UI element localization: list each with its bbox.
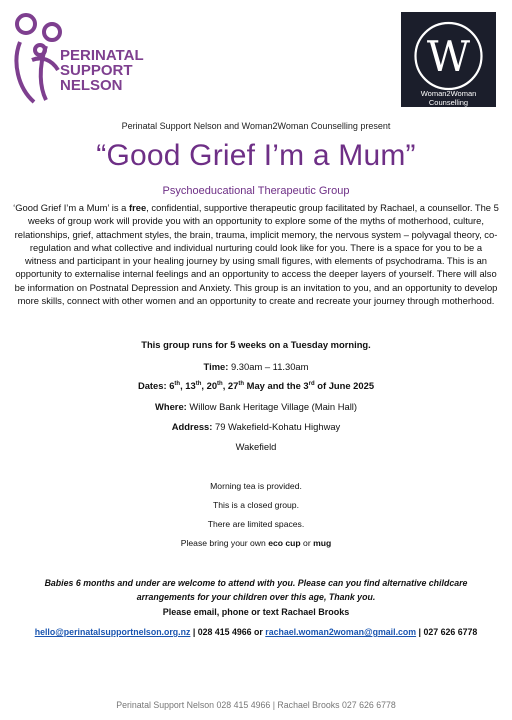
date-1-suffix: th [174, 380, 181, 387]
dates-mid: May and the 3 [244, 380, 309, 391]
subtitle: Psychoeducational Therapeutic Group [162, 185, 350, 197]
presenter-line: Perinatal Support Nelson and Woman2Woman Counselling present [121, 121, 391, 131]
perinatal-support-nelson-logo [12, 12, 152, 104]
schedule-dates [0, 380, 512, 391]
time-value: 9.30am – 11.30am [228, 361, 309, 372]
schedule-time [0, 361, 512, 372]
intro-bold-free: free [128, 202, 147, 213]
address-value: 79 Wakefield-Kohatu Highway [212, 421, 341, 432]
email-link-rachael[interactable]: rachael.woman2woman@gmail.com [265, 627, 417, 637]
email-link-perinatal[interactable]: hello@perinatalsupportnelson.org.nz [34, 627, 191, 637]
address-label: Address: [171, 421, 213, 432]
schedule-runs-text: This group runs for 5 weeks on a Tuesday morning. [141, 339, 371, 350]
schedule-runs [0, 339, 512, 350]
dates-end: of June 2025 [314, 380, 375, 391]
logo-wordmark [60, 48, 144, 93]
phone-1: | 028 415 4966 or [190, 627, 266, 637]
note-bring-cup [0, 538, 512, 548]
bring-eco-cup: eco cup [268, 538, 301, 548]
where-label: Where: [155, 401, 187, 412]
note-morning-tea: Morning tea is provided. [210, 481, 302, 491]
bring-mug: mug [313, 538, 332, 548]
phone-2: | 027 626 6778 [416, 627, 478, 637]
date-3: , 20 [201, 380, 218, 391]
date-2: , 13 [180, 380, 196, 391]
woman2woman-logo [401, 12, 496, 107]
date-3-suffix: th [217, 380, 223, 387]
time-label: Time: [203, 361, 229, 372]
date-2-suffix: th [195, 380, 202, 387]
note-limited-spaces: There are limited spaces. [207, 519, 305, 529]
dates-label: Dates: [137, 380, 170, 391]
dates-text [138, 380, 374, 391]
logo-word-1: PERINATAL [60, 47, 144, 64]
date-4-suffix: th [238, 380, 245, 387]
date-4: , 27 [222, 380, 239, 391]
schedule-address [0, 421, 512, 432]
logo-word-3: NELSON [60, 77, 123, 94]
babies-note: Babies 6 months and under are welcome to attend with you. Please can you find alternative childcare arrangements for your children over this age, Thank you. [44, 578, 468, 602]
schedule-where [0, 401, 512, 412]
note-closed-group: This is a closed group. [213, 500, 299, 510]
contact-title: Please email, phone or text Rachael Brooks [162, 607, 350, 617]
intro-paragraph [13, 201, 499, 307]
schedule-town: Wakefield [235, 441, 277, 452]
intro-text-2: , confidential, supportive therapeutic group facilitated by Rachael, a counsellor. The 5 weeks of group work will provide you with an opportunity to explore some of the myths of motherhood, culture, relationships, grief, attachment styles, the brain, trauma, implicit memory, the nervous system – polyvagal theory, co-regulation and what collective and individual nurturing could look like for you. There is a space for you to be a witness and participant in your healing journey by using small figures, with elements of psychodrama. This is an opportunity to externalise internal feelings and an opportunity to access the deeper layers of yourself. There will also be information on Postnatal Depression and Anxiety. This group is an invitation to you, and an opportunity to develop more skills, connect with other women and an opportunity to create and recreate your journey through motherhood. [14, 202, 499, 306]
date-5-suffix: rd [308, 380, 315, 387]
date-1: 6 [169, 380, 175, 391]
logo-word-2: SUPPORT [60, 62, 133, 79]
bring-text: Please bring your own [180, 538, 269, 548]
page-title: “Good Grief I’m a Mum” [96, 139, 416, 172]
monogram-letter: W [426, 32, 471, 81]
contact-line [0, 627, 512, 637]
page-footer: Perinatal Support Nelson 028 415 4966 | Rachael Brooks 027 626 6778 [116, 700, 396, 710]
bring-or: or [300, 538, 314, 548]
intro-text-1: ‘Good Grief I’m a Mum’ is a [13, 202, 129, 213]
logo-caption: Woman2Woman Counselling [420, 89, 477, 107]
where-value: Willow Bank Heritage Village (Main Hall) [186, 401, 357, 412]
